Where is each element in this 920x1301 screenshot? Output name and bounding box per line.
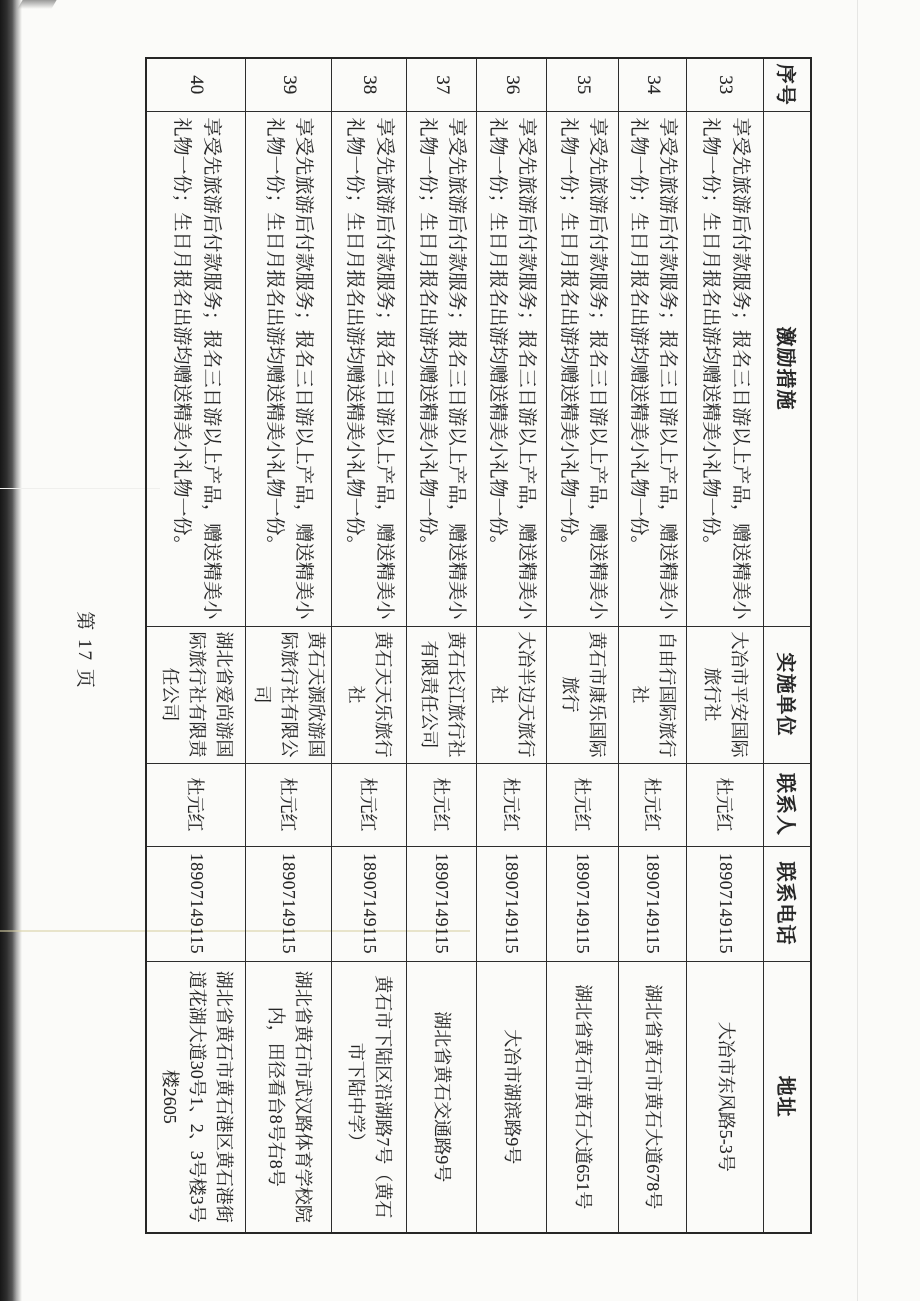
cell-incentive: 享受先旅游后付款服务；报名三日游以上产品，赠送精美小礼物一份；生日月报名出游均赠送精美小礼物一份。 bbox=[477, 111, 547, 626]
cell-address: 大冶市湖滨路9号 bbox=[477, 961, 547, 1233]
cell-address: 湖北省黄石交通路9号 bbox=[407, 961, 477, 1233]
cell-contact: 杜元红 bbox=[547, 763, 619, 846]
cell-address: 大冶市东风路5-3号 bbox=[687, 961, 764, 1233]
cell-index: 40 bbox=[146, 58, 246, 111]
header-cell-unit: 实施单位 bbox=[764, 626, 811, 763]
header-row bbox=[764, 58, 811, 1233]
header-cell-incentive: 激励措施 bbox=[764, 111, 811, 626]
table-row bbox=[246, 58, 332, 1233]
cell-index: 39 bbox=[246, 58, 332, 111]
landscape-content bbox=[74, 57, 812, 1232]
table-header bbox=[764, 58, 811, 1233]
cell-address: 湖北省黄石市黄石港区黄石港街道花湖大道30号1、2、3号楼3号楼2605 bbox=[146, 961, 246, 1233]
cell-phone: 18907149115 bbox=[246, 846, 332, 961]
table-body bbox=[146, 58, 764, 1233]
cell-address: 湖北省黄石市黄石大道651号 bbox=[547, 961, 619, 1233]
header-cell-phone: 联系电话 bbox=[764, 846, 811, 961]
cell-unit: 大冶市平安国际旅行社 bbox=[687, 626, 764, 763]
header-cell-address: 地址 bbox=[764, 961, 811, 1233]
incentive-table bbox=[145, 57, 812, 1234]
cell-phone: 18907149115 bbox=[146, 846, 246, 961]
header-cell-index: 序号 bbox=[764, 58, 811, 111]
cell-unit: 大冶半边天旅行社 bbox=[477, 626, 547, 763]
scan-line-artifact-vertical bbox=[857, 0, 858, 1301]
table-row bbox=[547, 58, 619, 1233]
cell-contact: 杜元红 bbox=[407, 763, 477, 846]
cell-address: 湖北省黄石市黄石大道678号 bbox=[619, 961, 687, 1233]
cell-index: 36 bbox=[477, 58, 547, 111]
cell-unit: 湖北省爱尚游国际旅行社有限责任公司 bbox=[146, 626, 246, 763]
scan-edge-artifact bbox=[0, 0, 22, 1301]
cell-incentive: 享受先旅游后付款服务；报名三日游以上产品，赠送精美小礼物一份；生日月报名出游均赠送精美小礼物一份。 bbox=[619, 111, 687, 626]
table-row bbox=[332, 58, 407, 1233]
header-cell-contact: 联系人 bbox=[764, 763, 811, 846]
cell-phone: 18907149115 bbox=[407, 846, 477, 961]
cell-incentive: 享受先旅游后付款服务；报名三日游以上产品，赠送精美小礼物一份；生日月报名出游均赠送精美小礼物一份。 bbox=[547, 111, 619, 626]
cell-contact: 杜元红 bbox=[332, 763, 407, 846]
table-row bbox=[407, 58, 477, 1233]
cell-unit: 黄石天天乐旅行社 bbox=[332, 626, 407, 763]
cell-contact: 杜元红 bbox=[146, 763, 246, 846]
cell-unit: 黄石市康乐国际旅行 bbox=[547, 626, 619, 763]
table-row bbox=[619, 58, 687, 1233]
cell-index: 34 bbox=[619, 58, 687, 111]
cell-unit: 黄石天源欣游国际旅行社有限公司 bbox=[246, 626, 332, 763]
cell-contact: 杜元红 bbox=[477, 763, 547, 846]
cell-index: 33 bbox=[687, 58, 764, 111]
cell-contact: 杜元红 bbox=[687, 763, 764, 846]
cell-address: 黄石市下陆区沿湖路7号（黄石市下陆中学） bbox=[332, 961, 407, 1233]
cell-unit: 黄石长江旅行社有限责任公司 bbox=[407, 626, 477, 763]
cell-incentive: 享受先旅游后付款服务；报名三日游以上产品，赠送精美小礼物一份；生日月报名出游均赠送精美小礼物一份。 bbox=[246, 111, 332, 626]
table-row bbox=[146, 58, 246, 1233]
cell-contact: 杜元红 bbox=[246, 763, 332, 846]
table-row bbox=[687, 58, 764, 1233]
cell-phone: 18907149115 bbox=[619, 846, 687, 961]
cell-phone: 18907149115 bbox=[687, 846, 764, 961]
cell-address: 湖北省黄石市武汉路体育学校院内，田径看台8号右8号 bbox=[246, 961, 332, 1233]
cell-unit: 自由行国际旅行社 bbox=[619, 626, 687, 763]
scan-corner-smudge bbox=[17, 0, 56, 9]
cell-phone: 18907149115 bbox=[547, 846, 619, 961]
table-row bbox=[477, 58, 547, 1233]
cell-contact: 杜元红 bbox=[619, 763, 687, 846]
cell-index: 35 bbox=[547, 58, 619, 111]
cell-index: 38 bbox=[332, 58, 407, 111]
cell-incentive: 享受先旅游后付款服务；报名三日游以上产品，赠送精美小礼物一份；生日月报名出游均赠送精美小礼物一份。 bbox=[687, 111, 764, 626]
cell-phone: 18907149115 bbox=[477, 846, 547, 961]
cell-incentive: 享受先旅游后付款服务；报名三日游以上产品，赠送精美小礼物一份；生日月报名出游均赠送精美小礼物一份。 bbox=[407, 111, 477, 626]
cell-incentive: 享受先旅游后付款服务；报名三日游以上产品，赠送精美小礼物一份；生日月报名出游均赠送精美小礼物一份。 bbox=[146, 111, 246, 626]
rotated-table-region bbox=[74, 57, 812, 1232]
page-number: 第 17 页 bbox=[74, 611, 95, 690]
cell-index: 37 bbox=[407, 58, 477, 111]
cell-incentive: 享受先旅游后付款服务；报名三日游以上产品，赠送精美小礼物一份；生日月报名出游均赠送精美小礼物一份。 bbox=[332, 111, 407, 626]
cell-phone: 18907149115 bbox=[332, 846, 407, 961]
